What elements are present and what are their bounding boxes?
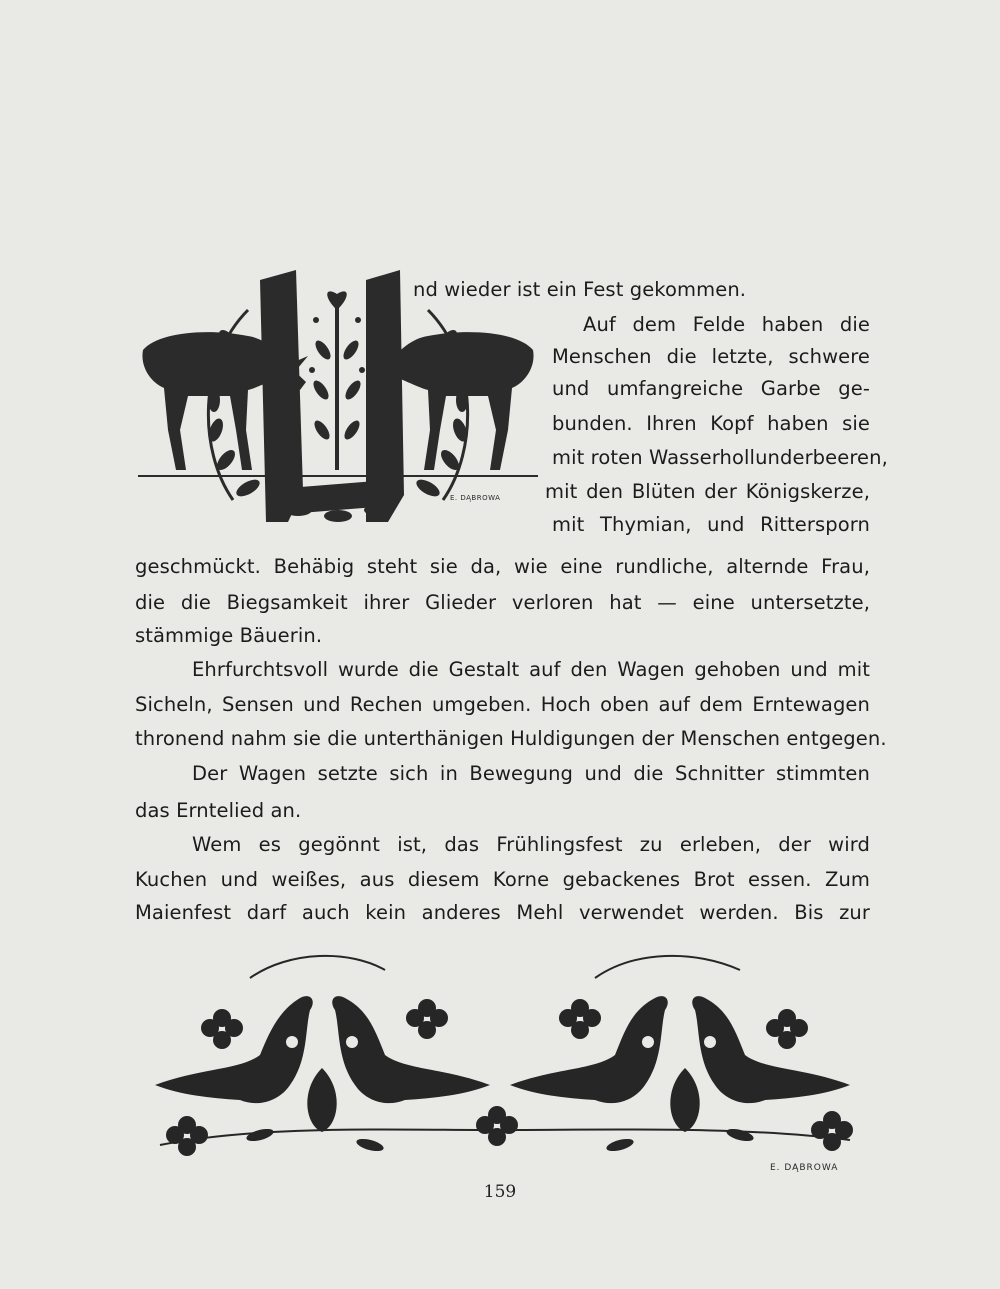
text-line: die die Biegsamkeit ihrer Glieder verloren hat — eine untersetzte, bbox=[135, 591, 870, 614]
text-line: Ehrfurchtsvoll wurde die Gestalt auf den Wagen gehoben und mit bbox=[192, 658, 870, 681]
text-line: stämmige Bäuerin. bbox=[135, 624, 323, 647]
page-number: 159 bbox=[483, 1182, 517, 1202]
text-line: mit Thymian, und Rittersporn bbox=[552, 513, 870, 536]
vignette-graphic bbox=[140, 950, 870, 1190]
decorated-initial-u-with-deer-icon bbox=[138, 270, 538, 530]
text-line: mit roten Wasserhollunderbeeren, bbox=[552, 446, 888, 469]
text-line: und umfangreiche Garbe ge- bbox=[552, 377, 870, 400]
initial-ornament-graphic bbox=[138, 270, 538, 530]
text-line: das Erntelied an. bbox=[135, 799, 302, 822]
text-line: geschmückt. Behäbig steht sie da, wie eine rundliche, alternde Frau, bbox=[135, 555, 870, 578]
illustrator-signature: E. DĄBROWA bbox=[450, 494, 501, 502]
text-line: Kuchen und weißes, aus diesem Korne gebackenes Brot essen. Zum bbox=[135, 868, 870, 891]
text-line: Der Wagen setzte sich in Bewegung und die Schnitter stimmten bbox=[192, 762, 870, 785]
text-line: Maienfest darf auch kein anderes Mehl verwendet werden. Bis zur bbox=[135, 901, 870, 924]
text-line: Sicheln, Sensen und Rechen umgeben. Hoch oben auf dem Erntewagen bbox=[135, 693, 870, 716]
text-line: nd wieder ist ein Fest gekommen. bbox=[413, 278, 747, 301]
doves-and-flowers-vignette-icon bbox=[140, 950, 870, 1190]
illustrator-signature: E. DĄBROWA bbox=[770, 1163, 839, 1173]
text-line: thronend nahm sie die unterthänigen Huldigungen der Menschen entgegen. bbox=[135, 727, 887, 750]
text-line: bunden. Ihren Kopf haben sie bbox=[552, 412, 870, 435]
text-line: Menschen die letzte, schwere bbox=[552, 345, 870, 368]
text-line: Wem es gegönnt ist, das Frühlingsfest zu erleben, der wird bbox=[192, 833, 870, 856]
text-line: mit den Blüten der Königskerze, bbox=[545, 480, 870, 503]
text-line: Auf dem Felde haben die bbox=[583, 313, 870, 336]
